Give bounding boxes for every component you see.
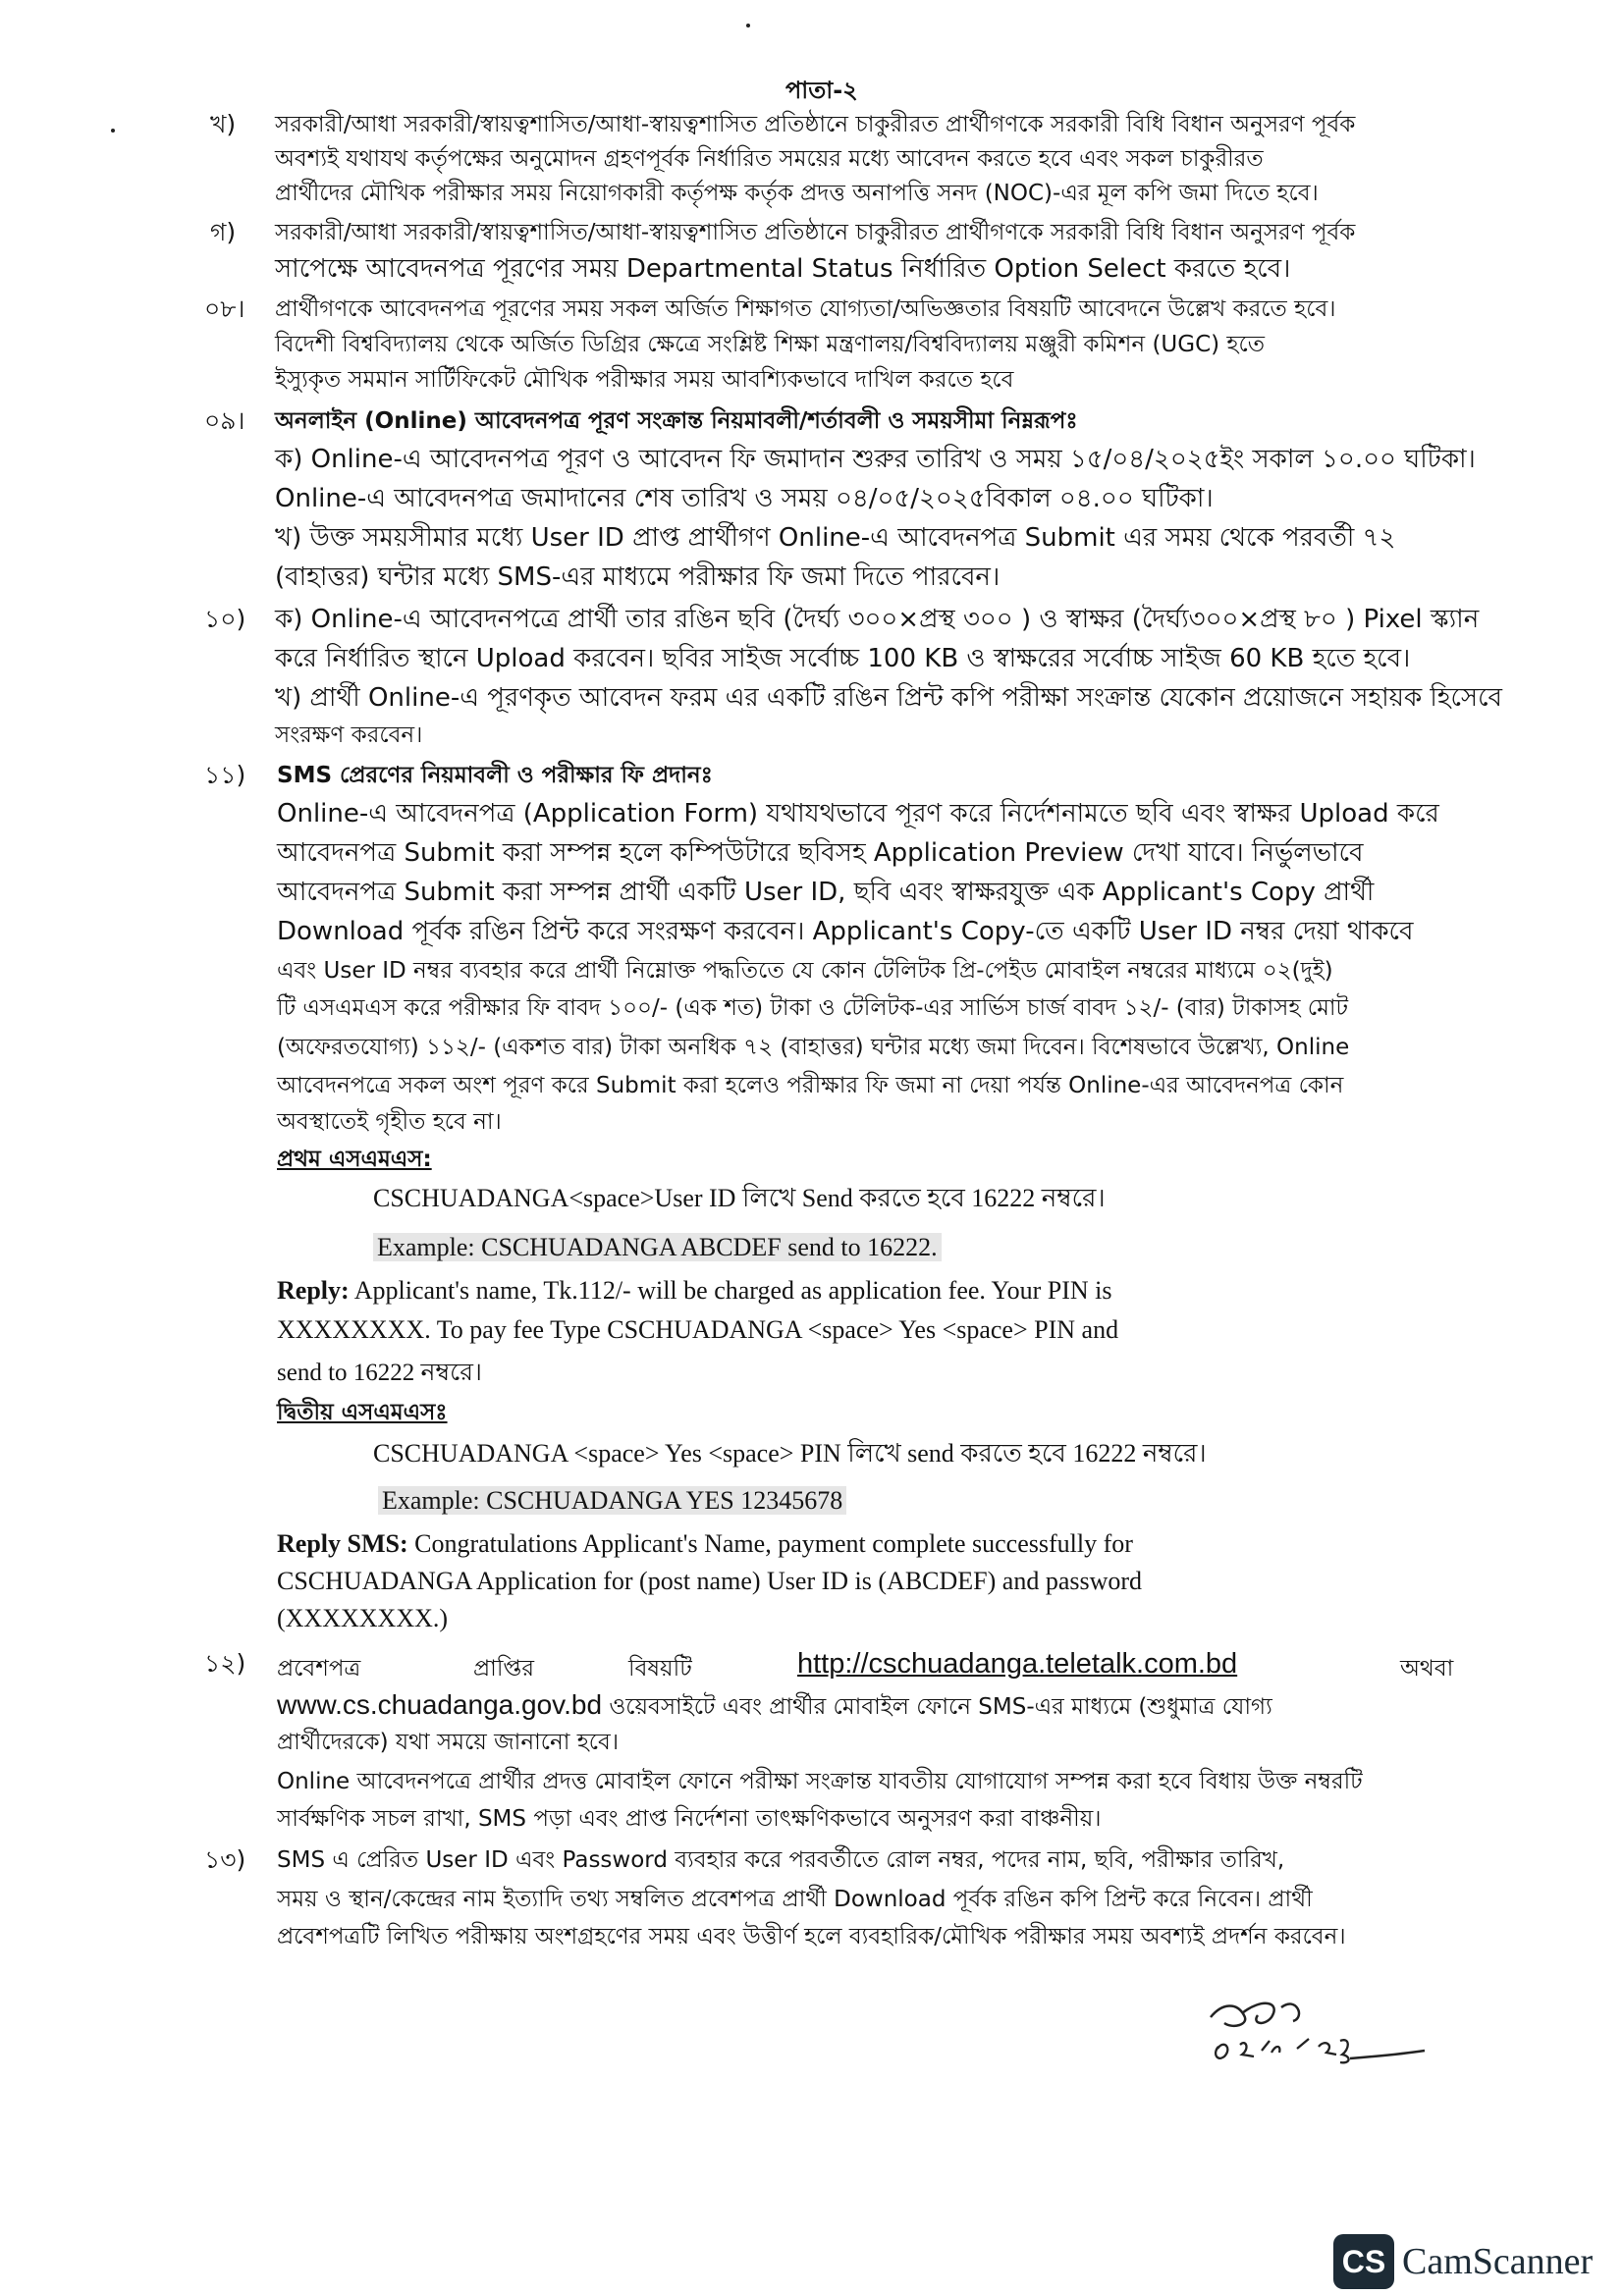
item-text: আবেদনপত্রে সকল অংশ পূরণ করে Submit করা হলেও পরীক্ষার ফি জমা না দেয়া পর্যন্ত Online-এর আবেদনপত্র কোন xyxy=(277,1073,1344,1098)
item-text: Online-এ আবেদনপত্র (Application Form) যথাযথভাবে পূরণ করে নির্দেশনামতে ছবি এবং স্বাক্ষর Upload করে xyxy=(277,799,1439,828)
item-text: বিষয়টি xyxy=(628,1656,692,1682)
item-text: Online-এ আবেদনপত্র জমাদানের শেষ তারিখ ও সময় ০৪/০৫/২০২৫বিকাল ০৪.০০ ঘটিকা। xyxy=(275,484,1214,513)
item-number: ১৩) xyxy=(204,1845,246,1874)
camscanner-logo-icon: CS xyxy=(1333,2234,1394,2289)
camscanner-label: CamScanner xyxy=(1402,2241,1594,2282)
section-heading: SMS প্রেরণের নিয়মাবলী ও পরীক্ষার ফি প্রদানঃ xyxy=(277,763,713,788)
item-text: (বাহাত্তর) ঘন্টার মধ্যে SMS-এর মাধ্যমে পরীক্ষার ফি জমা দিতে পারবেন। xyxy=(275,562,1001,592)
item-text: খ) উক্ত সময়সীমার মধ্যে User ID প্রাপ্ত প্রার্থীগণ Online-এ আবেদনপত্র Submit এর সময় থেকে পরবর্তী ৭২ xyxy=(275,523,1396,553)
handwritten-signature xyxy=(1203,1988,1429,2076)
item-text: সরকারী/আধা সরকারী/স্বায়ত্বশাসিত/আধা-স্বায়ত্বশাসিত প্রতিষ্ঠানে চাকুরীরত প্রার্থীগণকে সরকারী বিধি বিধান অনুসরণ পূর্বক xyxy=(275,220,1356,245)
item-text: অবস্থাতেই গৃহীত হবে না। xyxy=(277,1109,502,1135)
item-number: ১১) xyxy=(204,761,246,789)
item-text: বিদেশী বিশ্ববিদ্যালয় থেকে অর্জিত ডিগ্রির ক্ষেত্রে সংশ্লিষ্ট শিক্ষা মন্ত্রণালয়/বিশ্ববিদ্যালয় মঞ্জুরী কমিশন (UGC) হতে xyxy=(275,332,1265,357)
item-text: খ) প্রার্থী Online-এ পূরণকৃত আবেদন ফরম এর একটি রঙিন প্রিন্ট কপি পরীক্ষা সংক্রান্ত যেকোন প্রয়োজনে সহায়ক হিসেবে xyxy=(275,683,1503,713)
item-text: Download পূর্বক রঙিন প্রিন্ট করে সংরক্ষণ করবেন। Applicant's Copy-তে একটি User ID নম্বর দেয়া থাকবে xyxy=(277,917,1414,946)
item-text: সংরক্ষণ করবেন। xyxy=(275,722,423,748)
sms-example: Example: CSCHUADANGA YES 12345678 xyxy=(378,1486,846,1516)
item-text: ক) Online-এ আবেদনপত্র পূরণ ও আবেদন ফি জমাদান শুরুর তারিখ ও সময় ১৫/০৪/২০২৫ইং সকাল ১০.০০ ঘটিকা। xyxy=(275,445,1476,474)
item-text: সার্বক্ষণিক সচল রাখা, SMS পড়া এবং প্রাপ্ত নির্দেশনা তাৎক্ষণিকভাবে অনুসরণ করা বাঞ্চনীয়। xyxy=(277,1806,1102,1832)
item-text: আবেদনপত্র Submit করা সম্পন্ন হলে কম্পিউটারে ছবিসহ Application Preview দেখা যাবে। নির্ভুলভাবে xyxy=(277,838,1364,868)
page-number: পাতা-২ xyxy=(785,77,858,104)
sms-example: Example: CSCHUADANGA ABCDEF send to 16222. xyxy=(373,1233,942,1262)
item-text: www.cs.chuadanga.gov.bd ওয়েবসাইটে এবং প্রার্থীর মোবাইল ফোনে SMS-এর মাধ্যমে (শুধুমাত্র যোগ্য xyxy=(277,1689,1272,1720)
reply-text: Reply SMS: Congratulations Applicant's Name, payment complete successfully for xyxy=(277,1529,1133,1558)
sms-format: CSCHUADANGA<space>User ID লিখে Send করতে হবে 16222 নম্বরে। xyxy=(373,1184,1106,1212)
item-number: ১০) xyxy=(204,605,246,633)
teletalk-link[interactable]: http://cschuadanga.teletalk.com.bd xyxy=(797,1648,1238,1680)
item-text: সাপেক্ষে আবেদনপত্র পূরণের সময় Departmental Status নির্ধারিত Option Select করতে হবে। xyxy=(275,254,1291,284)
item-text: প্রাপ্তির xyxy=(473,1656,534,1682)
sms-heading: দ্বিতীয় এসএমএসঃ xyxy=(277,1400,448,1425)
item-number: ১২) xyxy=(204,1649,246,1678)
sms-heading: প্রথম এসএমএস: xyxy=(277,1147,432,1172)
item-text: (অফেরতযোগ্য) ১১২/- (একশত বার) টাকা অনধিক ৭২ (বাহাত্তর) ঘন্টার মধ্যে জমা দিবেন। বিশেষভাবে উল্লেখ্য, Online xyxy=(277,1035,1350,1060)
item-text: প্রবেশপত্রটি লিখিত পরীক্ষায় অংশগ্রহণের সময় এবং উত্তীর্ণ হলে ব্যবহারিক/মৌখিক পরীক্ষার সময় অবশ্যই প্রদর্শন করবেন। xyxy=(277,1924,1346,1949)
item-number: গ) xyxy=(210,218,237,246)
item-number: ০৯। xyxy=(204,406,245,435)
reply-text: send to 16222 নম্বরে। xyxy=(277,1360,482,1386)
item-text: SMS এ প্রেরিত User ID এবং Password ব্যবহার করে পরবর্তীতে রোল নম্বর, পদের নাম, ছবি, পরীক্ষার তারিখ, xyxy=(277,1847,1285,1873)
reply-text: CSCHUADANGA Application for (post name) User ID is (ABCDEF) and password xyxy=(277,1567,1143,1595)
item-number: খ) xyxy=(210,110,237,138)
scan-speck xyxy=(111,129,115,133)
item-text: এবং User ID নম্বর ব্যবহার করে প্রার্থী নিম্নোক্ত পদ্ধতিতে যে কোন টেলিটক প্রি-পেইড মোবাইল নম্বরের মাধ্যমে ০২(দুই) xyxy=(277,958,1333,984)
item-text: আবেদনপত্র Submit করা সম্পন্ন প্রার্থী একটি User ID, ছবি এবং স্বাক্ষরযুক্ত এক Applicant's Copy প্রার্থী xyxy=(277,878,1375,907)
reply-text: (XXXXXXXX.) xyxy=(277,1604,449,1632)
item-text: অবশ্যই যথাযথ কর্তৃপক্ষের অনুমোদন গ্রহণপূর্বক নির্ধারিত সময়ের মধ্যে আবেদন করতে হবে এবং সকল চাকুরীরত xyxy=(275,146,1264,172)
item-text: প্রার্থীগণকে আবেদনপত্র পূরণের সময় সকল অর্জিত শিক্ষাগত যোগ্যতা/অভিজ্ঞতার বিষয়টি আবেদনে উল্লেখ করতে হবে। xyxy=(275,296,1336,322)
scan-speck xyxy=(746,24,750,27)
item-text: সরকারী/আধা সরকারী/স্বায়ত্বশাসিত/আধা-স্বায়ত্বশাসিত প্রতিষ্ঠানে চাকুরীরত প্রার্থীগণকে সরকারী বিধি বিধান অনুসরণ পূর্বক xyxy=(275,112,1356,137)
item-text: ক) Online-এ আবেদনপত্রে প্রার্থী তার রঙিন ছবি (দৈর্ঘ্য ৩০০×প্রস্থ ৩০০ ) ও স্বাক্ষর (দৈর্ঘ্য৩০০×প্রস্থ ৮০ ) Pixel স্ক্যান xyxy=(275,605,1480,634)
website-link[interactable]: www.cs.chuadanga.gov.bd xyxy=(277,1689,603,1720)
item-text: প্রার্থীদেরকে) যথা সময়ে জানানো হবে। xyxy=(277,1730,620,1755)
item-text: ইস্যুকৃত সমমান সার্টিফিকেট মৌখিক পরীক্ষার সময় আবশ্যিকভাবে দাখিল করতে হবে xyxy=(275,367,1014,393)
reply-text: Reply: Applicant's name, Tk.112/- will be charged as application fee. Your PIN is xyxy=(277,1276,1112,1305)
item-text: প্রবেশপত্র xyxy=(277,1656,361,1682)
item-text: করে নির্ধারিত স্থানে Upload করবেন। ছবির সাইজ সর্বোচ্চ 100 KB ও স্বাক্ষরের সর্বোচ্চ সাইজ 60 KB হতে হবে। xyxy=(275,644,1411,673)
item-text: প্রার্থীদের মৌখিক পরীক্ষার সময় নিয়োগকারী কর্তৃপক্ষ কর্তৃক প্রদত্ত অনাপত্তি সনদ (NOC)-এর মূল কপি জমা দিতে হবে। xyxy=(275,181,1319,206)
reply-text: XXXXXXXX. To pay fee Type CSCHUADANGA <space> Yes <space> PIN and xyxy=(277,1315,1119,1344)
item-text: টি এসএমএস করে পরীক্ষার ফি বাবদ ১০০/- (এক শত) টাকা ও টেলিটক-এর সার্ভিস চার্জ বাবদ ১২/- (বার) টাকাসহ মোট xyxy=(277,995,1349,1021)
item-text: অথবা xyxy=(1400,1656,1454,1682)
item-number: ০৮। xyxy=(204,294,245,323)
section-heading: অনলাইন (Online) আবেদনপত্র পূরণ সংক্রান্ত নিয়মাবলী/শর্তাবলী ও সময়সীমা নিম্নরূপঃ xyxy=(275,408,1078,434)
item-text: সময় ও স্থান/কেন্দ্রের নাম ইত্যাদি তথ্য সম্বলিত প্রবেশপত্র প্রার্থী Download পূর্বক রঙিন কপি প্রিন্ট করে নিবেন। প্রার্থী xyxy=(277,1887,1313,1912)
item-text: Online আবেদনপত্রে প্রার্থীর প্রদত্ত মোবাইল ফোনে পরীক্ষা সংক্রান্ত যাবতীয় যোগাযোগ সম্পন্ন করা হবে বিধায় উক্ত নম্বরটি xyxy=(277,1769,1363,1794)
sms-format: CSCHUADANGA <space> Yes <space> PIN লিখে send করতে হবে 16222 নম্বরে। xyxy=(373,1439,1207,1468)
